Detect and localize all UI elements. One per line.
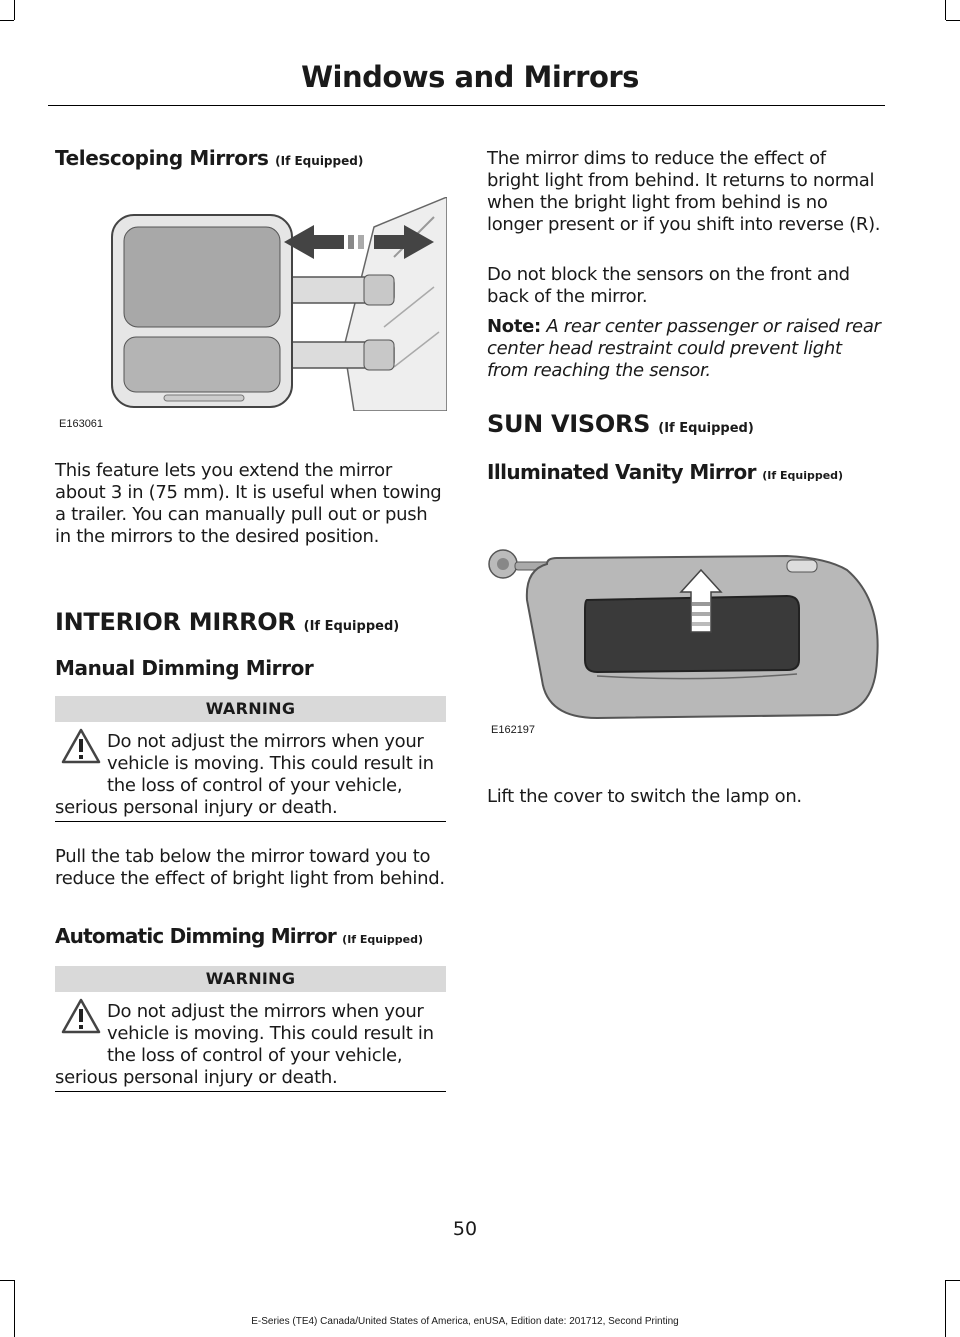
crop-mark xyxy=(945,0,946,20)
crop-mark xyxy=(14,0,15,20)
manual-dimming-heading: Manual Dimming Mirror xyxy=(55,656,314,680)
figure-id: E163061 xyxy=(59,418,104,430)
interior-mirror-heading xyxy=(55,608,399,636)
sun-visors-heading-text: SUN VISORS xyxy=(487,410,651,438)
sensor-instruction: Do not block the sensors on the front and back of the mirror. xyxy=(487,264,850,307)
figure-id: E162197 xyxy=(491,724,536,736)
if-equipped-label: (If Equipped) xyxy=(342,933,424,946)
note-text: A rear center passenger or raised rear center head restraint could prevent light from reaching the sensor. xyxy=(487,316,881,381)
if-equipped-label: (If Equipped) xyxy=(303,619,400,634)
if-equipped-label: (If Equipped) xyxy=(275,154,364,168)
warning-divider xyxy=(55,1091,446,1092)
auto-dimming-heading-text: Automatic Dimming Mirror xyxy=(55,924,336,948)
crop-mark xyxy=(14,1280,15,1337)
telescoping-mirror-illustration xyxy=(104,197,447,411)
note-label: Note: xyxy=(487,316,541,337)
crop-mark xyxy=(945,1280,946,1337)
telescoping-description: This feature lets you extend the mirror about 3 in (75 mm). It is useful when towing a trailer. You can manually pull out or push in the mirrors to the desired position. xyxy=(55,460,442,547)
crop-mark xyxy=(0,20,14,21)
interior-mirror-heading-text: INTERIOR MIRROR xyxy=(55,608,296,636)
page-title: Windows and Mirrors xyxy=(301,60,639,94)
warning-text: Do not adjust the mirrors when your vehicle is moving. This could result in the loss of control of your vehicle, serious personal injury or death. xyxy=(55,1001,434,1088)
vanity-mirror-heading xyxy=(487,460,843,484)
vanity-description: Lift the cover to switch the lamp on. xyxy=(487,786,802,807)
crop-mark xyxy=(946,1280,960,1281)
sun-visors-heading xyxy=(487,410,754,438)
footer-text: E-Series (TE4) Canada/United States of America, enUSA, Edition date: 201712, Second Printing xyxy=(251,1316,679,1327)
warning-band: WARNING xyxy=(55,966,446,992)
auto-dimming-heading xyxy=(55,924,423,948)
header-divider xyxy=(48,105,885,106)
telescoping-heading xyxy=(55,146,363,170)
sun-visor-illustration xyxy=(487,540,882,720)
if-equipped-label: (If Equipped) xyxy=(658,421,754,436)
warning-band: WARNING xyxy=(55,696,446,722)
warning-divider xyxy=(55,821,446,822)
if-equipped-label: (If Equipped) xyxy=(762,469,844,482)
manual-dimming-description: Pull the tab below the mirror toward you to reduce the effect of bright light from behind. xyxy=(55,846,445,889)
auto-dimming-description: The mirror dims to reduce the effect of bright light from behind. It returns to normal when the bright light from behind is no longer present or if you shift into reverse (R). xyxy=(487,148,881,235)
warning-text: Do not adjust the mirrors when your vehicle is moving. This could result in the loss of control of your vehicle, serious personal injury or death. xyxy=(55,731,434,818)
crop-mark xyxy=(946,20,960,21)
page-number: 50 xyxy=(452,1218,478,1240)
vanity-mirror-heading-text: Illuminated Vanity Mirror xyxy=(487,460,756,484)
sensor-note xyxy=(487,316,882,382)
crop-mark xyxy=(0,1280,14,1281)
telescoping-heading-text: Telescoping Mirrors xyxy=(55,146,269,170)
